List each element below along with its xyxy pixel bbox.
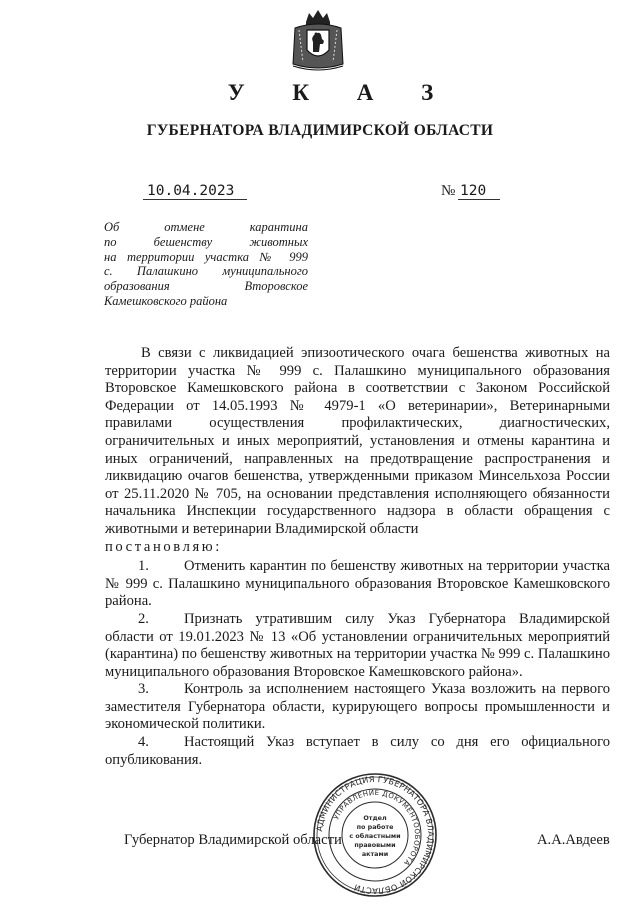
document-date: 10.04.2023: [143, 183, 247, 200]
official-stamp: [311, 772, 439, 898]
item-text: Настоящий Указ вступает в силу со дня его официального опубликования.: [105, 734, 610, 768]
stamp-center-line: актами: [361, 850, 389, 858]
number-sign: №: [441, 183, 456, 199]
item-number: 2.: [138, 610, 149, 627]
stamp-center-line: правовыми: [354, 841, 396, 849]
signatory-name: А.А.Авдеев: [537, 832, 610, 848]
heading-line: образования Второвское: [104, 279, 308, 294]
item-text: Признать утратившим силу Указ Губернатора Владимирской области от 19.01.2023 № 13 «Об установлении ограничительных мероприятий (карантина) по бешенству животных на территории участка № 999 с. Палашкино муниципального образования Второвское Камешковского района».: [105, 610, 610, 680]
item-text: Отменить карантин по бешенству животных на территории участка № 999 с. Палашкино муниципального образования Второвское Камешковского района.: [105, 558, 610, 610]
document-number: 120: [458, 183, 500, 200]
coat-of-arms-icon: [289, 8, 347, 72]
decree-item-1: [105, 558, 610, 611]
stamp-inner-text: УПРАВЛЕНИЕ ДОКУМЕНТООБОРОТА: [332, 788, 422, 868]
item-number: 3.: [138, 681, 149, 698]
item-number: 1.: [138, 558, 149, 575]
heading-line: на территории участка № 999: [104, 249, 308, 264]
document-subtitle: ГУБЕРНАТОРА ВЛАДИМИРСКОЙ ОБЛАСТИ: [146, 122, 494, 139]
preamble-paragraph: В связи с ликвидацией эпизоотического очага бешенства животных на территории участка № 999 с. Палашкино муниципального образования Второвское Камешковского района в соответствии с Законом Российской Федерации от 14.05.1993 № 4979-1 «О ветеринарии», Ветеринарными правилами осуществления профилактических, диагностических, ограничительных и иных мероприятий, установления и отмены карантина и иных ограничений, направленных на предотвращение распространения и ликвидацию очагов бешенства, утвержденными приказом Минсельхоза России от 25.11.2020 № 705, на основании представления исполняющего обязанности начальника Инспекции государственного надзора в области обращения с животными и ветеринарии Владимирской области: [105, 345, 610, 537]
decree-item-4: [105, 734, 610, 769]
heading-line: Об отмене карантина: [104, 220, 308, 234]
stamp-center-line: по работе: [356, 823, 394, 831]
stamp-center-line: Отдел: [363, 814, 387, 822]
signatory-position: Губернатор Владимирской области: [124, 832, 342, 848]
heading-line: Камешковского района: [104, 293, 228, 308]
heading-line: по бешенству животных: [104, 234, 308, 249]
document-heading: [104, 220, 308, 309]
stamp-center-line: с областными: [349, 832, 401, 840]
item-text: Контроль за исполнением настоящего Указа возложить на первого заместителя Губернатора области, курирующего вопросы промышленности и экономической политики.: [105, 681, 610, 733]
decree-item-3: [105, 681, 610, 734]
decree-item-2: [105, 611, 610, 681]
document-body: [105, 345, 610, 769]
decree-word: постановляю:: [105, 538, 222, 555]
heading-line: с. Палашкино муниципального: [104, 264, 308, 279]
stamp-outer-text: АДМИНИСТРАЦИЯ ГУБЕРНАТОРА ВЛАДИМИРСКОЙ ОБЛАСТИ: [314, 773, 437, 897]
item-number: 4.: [138, 734, 149, 751]
document-title: У К А З: [227, 80, 455, 105]
